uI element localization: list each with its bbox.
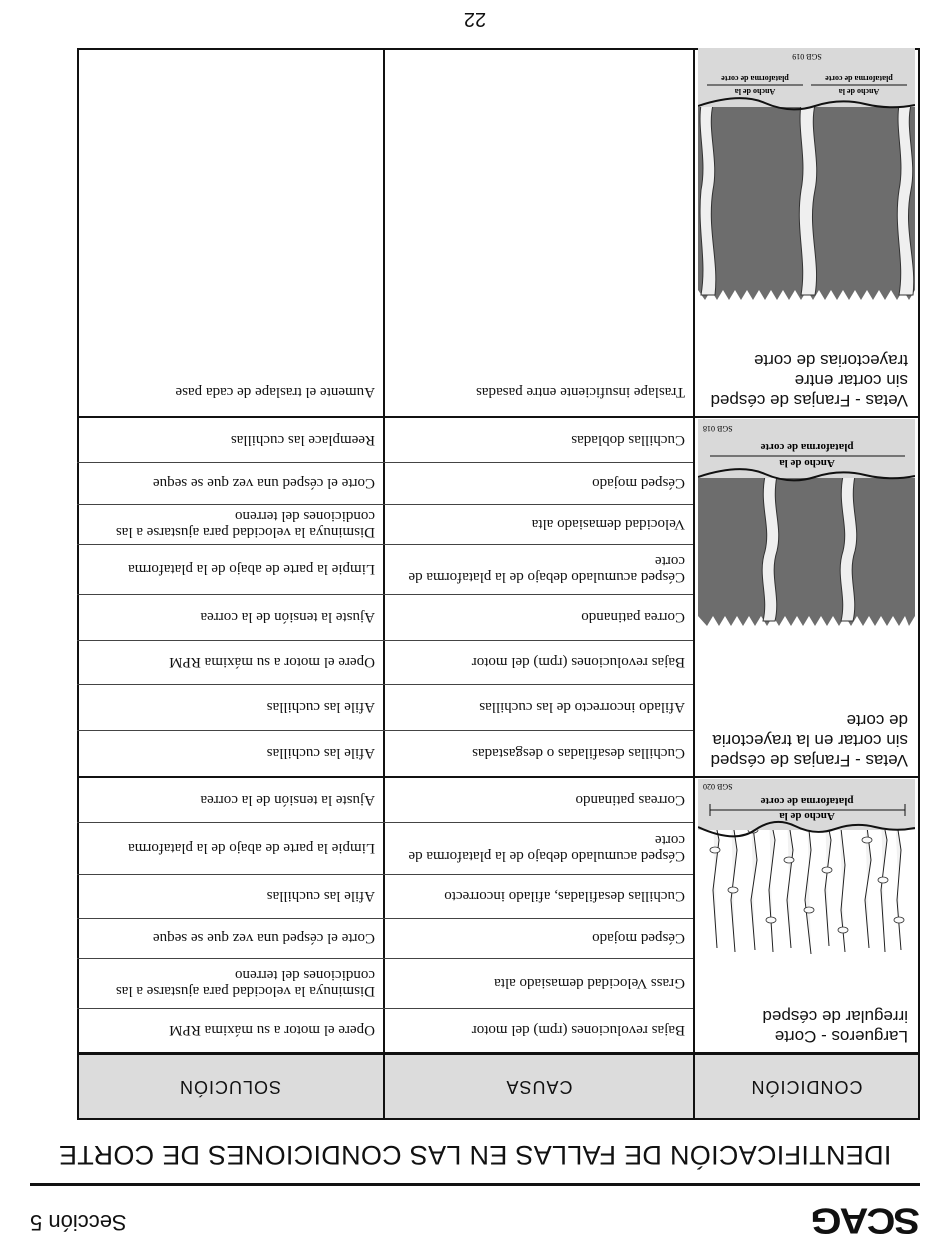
cause-cell: Césped acumulado debajo de la plataforma de corte: [408, 553, 685, 586]
cause-cell: Césped mojado: [592, 475, 685, 492]
illustration-label: Ancho de la: [779, 810, 835, 822]
condition-label: Vetas - Franjas de césped sin cortar entre trayectorias de corte: [710, 351, 908, 410]
cause-cell: Grass Velocidad demasiado alta: [494, 975, 685, 992]
solution-cell: Reemplace las cuchillas: [230, 432, 375, 448]
solution-cell: Ajuste la tensión de la correa: [200, 792, 375, 808]
cause-cell: Cuchillas desafiladas, afilado incorrecto: [444, 888, 685, 905]
illustration-label: Ancho de la: [779, 457, 835, 469]
streaks-between-paths-illustration: [698, 48, 915, 300]
solution-cell: Disminuya la velocidad para ajustarse a las condiciones del terreno: [115, 967, 375, 1000]
illustration-label: plataforma de corte: [825, 74, 893, 83]
condition-group-streaks-between-paths: [79, 48, 918, 416]
cause-cell: Cuchillas desafiladas o desgastadas: [472, 745, 685, 762]
solution-cell: Afile las cuchillas: [266, 699, 375, 716]
solution-cell: Limpie la parte de abajo de la plataforma: [128, 840, 375, 857]
table-row: [77, 778, 693, 822]
table-row: [77, 684, 693, 730]
cause-cell: Bajas revoluciones (rpm) del motor: [471, 1022, 685, 1039]
table-row: [77, 1008, 693, 1052]
illustration-code: SGB 019: [792, 52, 822, 61]
condition-label: Vetas - Franjas de césped sin cortar en la trayectoria de corte: [710, 711, 908, 770]
table-row: [77, 504, 693, 544]
illustration-label: plataforma de corte: [721, 74, 789, 83]
illustration-label: Ancho de la: [838, 87, 880, 96]
table-row: [77, 462, 693, 504]
condition-group-irregular-cut: [79, 776, 918, 1052]
solution-cell: Disminuya la velocidad para ajustarse a las condiciones del terreno: [115, 508, 375, 541]
table-row: [77, 822, 693, 874]
section-label: Sección 5: [30, 1210, 127, 1235]
cause-cell: Correas patinando: [575, 792, 685, 808]
page-number: 22: [463, 8, 487, 30]
table-row: [77, 640, 693, 684]
page-header: [30, 1200, 920, 1240]
solution-cell: Ajuste la tensión de la correa: [200, 609, 375, 626]
solution-cell: Afile las cuchillas: [266, 888, 375, 905]
cause-cell: Traslape insuficiente entre pasadas: [476, 384, 685, 400]
irregular-cut-illustration: [698, 779, 915, 960]
illustration-code: SGB 020: [703, 782, 733, 791]
table-row: [77, 544, 693, 594]
table-row: [77, 418, 693, 462]
illustration-code: SGB 018: [703, 424, 733, 433]
table-row: [77, 874, 693, 918]
solution-cell: Corte el césped una vez que se seque: [153, 930, 375, 947]
table-row: [77, 918, 693, 958]
solution-cell: Aumente el traslape de cada pase: [175, 384, 375, 400]
solution-cell: Corte el césped una vez que se seque: [153, 475, 375, 492]
header-solution: SOLUCIÓN: [178, 1077, 282, 1097]
condition-label: Largueros - Corte irregular de césped: [762, 1007, 908, 1046]
troubleshooting-table: [77, 48, 920, 1120]
illustration-label: plataforma de corte: [760, 441, 854, 453]
table-row: [77, 958, 693, 1008]
streaks-in-path-illustration: [698, 419, 915, 626]
solution-cell: Opere el motor a su máxima RPM: [169, 654, 375, 671]
cause-cell: Velocidad demasiado alta: [531, 516, 685, 533]
table-header-row: [79, 1052, 918, 1118]
cause-cell: Cuchillas dobladas: [571, 432, 685, 448]
cause-cell: Bajas revoluciones (rpm) del motor: [471, 654, 685, 671]
header-condition: CONDICIÓN: [750, 1077, 863, 1097]
scag-logo: SCAG: [812, 1200, 920, 1240]
header-rule: [30, 1183, 920, 1186]
solution-cell: Afile las cuchillas: [266, 745, 375, 762]
table-row: [77, 48, 693, 416]
illustration-label: plataforma de corte: [760, 795, 854, 807]
cause-cell: Césped acumulado debajo de la plataforma de corte: [408, 832, 685, 865]
page-title: IDENTIFICACIÓN DE FALLAS EN LAS CONDICIONES DE CORTE: [58, 1140, 892, 1170]
solution-cell: Opere el motor a su máxima RPM: [169, 1022, 375, 1039]
solution-cell: Limpie la parte de abajo de la plataforma: [128, 561, 375, 578]
cause-cell: Césped mojado: [592, 930, 685, 947]
cause-cell: Afilado incorrecto de las cuchillas: [479, 699, 685, 716]
illustration-label: Ancho de la: [734, 87, 776, 96]
cause-cell: Correa patinando: [581, 609, 685, 626]
condition-group-streaks-in-path: [79, 416, 918, 776]
table-row: [77, 594, 693, 640]
table-row: [77, 730, 693, 776]
header-cause: CAUSA: [505, 1077, 573, 1097]
